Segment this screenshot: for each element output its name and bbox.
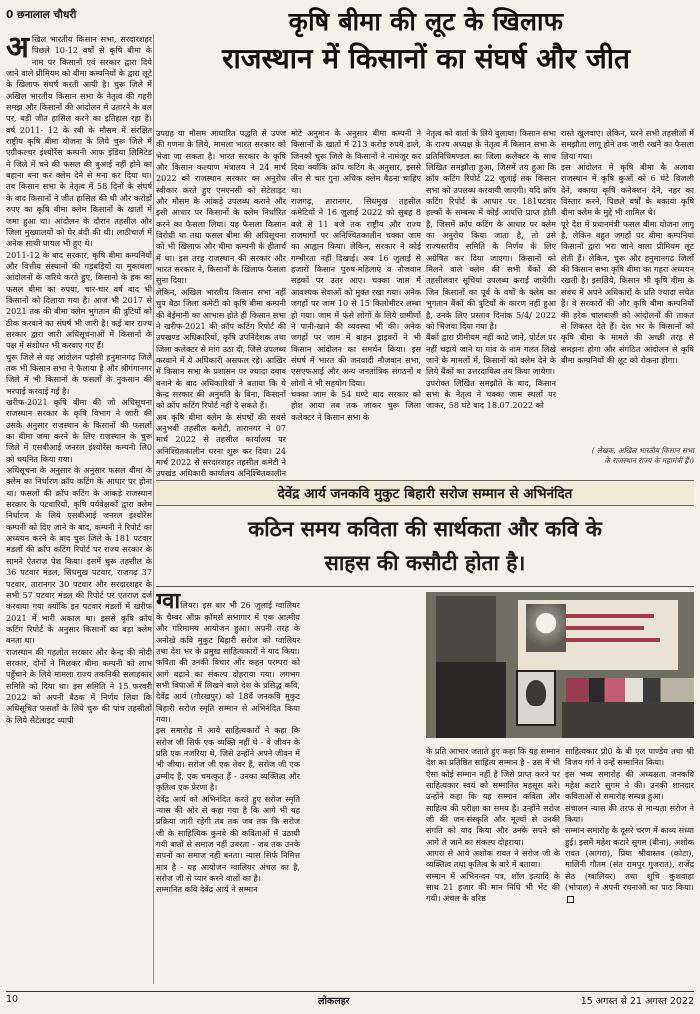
- photo-portrait: [526, 604, 566, 652]
- paragraph: उपग्रह या मौसम आधारित पद्धति से उपज की गणना के लिये, मामला भारत सरकार को भेजा जा सकता है। भारत सरकार के कृषि और किसान कल्याण मंत्रालय ने 24 मार्च 2022 को राजस्थान सरकार का अनुरोध स्वीकार करते हुए एमएनसी को सेटेलाइट और मौसम के आंकड़े उपलब्ध कराने और इसी आधार पर किसानों के क्लेम निर्धारित करने का फैसला लिया। यह फैसला किसान विरोधी था तथा फसल बीमा की अधिसूचना को भी खिलाफ और बीमा कम्पनी के हीतार्थ में था। इस तरह राजस्थान की सरकार और भारत सरकार ने, किसानों के खिलाफ फैसला सुना दिया।: [156, 128, 286, 286]
- footer-rule: [6, 991, 694, 992]
- article-column-1: [6, 34, 152, 984]
- paragraph: रास्ते खुलवाए। लेकिन, धरने सभी तहसीलों में समझौता लागू होने तक जारी रखने का फैसला लिया गया।: [561, 128, 694, 161]
- paragraph: [565, 825, 694, 904]
- paragraph: सम्मानित कवि देवेंद्र आर्य ने सम्मान: [156, 884, 258, 895]
- paragraph: राजगढ़, तारानगर, सिधमुख तहसील कमेटियों ने 16 जुलाई 2022 को सुबह 8 बजे से 11 बजे तक राष्ट्रीय और राज्य राजमार्गों पर अनिश्चितकालीन चक्का जाम का आह्वान किया। लेकिन, सरकार ने कोई गम्भीरता नहीं दिखाई। अब 16 जुलाई से हजारों किसान पुरुष-महिलाएं व नौजवान सड़कों पर उतर आए। चक्का जाम में आवश्यक सेवाओं को मुक्त रखा गया। अनेक जगहों पर जाम 10 से 15 किलोमीटर लम्बा हो गया। जाम में फंसे लोगों के लिये ग्रामीणों ने पानी-खाने की व्यवस्था भी की। अनेक जगहों पर जाम में वाहन ड्राइवरों ने भी किसान आंदोलन का समर्थन किया। इस संघर्ष में भारत की जनवादी नौजवान सभा, एसएफआई और अन्य जनतांत्रिक संगठनों व लोगों ने भी सहयोग दिया।: [291, 196, 421, 388]
- paragraph: के प्रति आभार जताते हुए कहा कि यह सम्मान देश का प्रतिष्ठित साहित्य सम्मान है - उस में भी ऐसा कोई सम्मान नहीं है जिसे प्राप्त करने पर साहित्यकार स्वयं को सम्मानित महसूस करे। उन्होंने कहा कि यह सम्मान कविता और साहित्य की परीक्षा का समय है। उन्होंने सरोज जी की जन-संस्कृति और मूल्यों से उनकी संगति को याद किया और उनके सपने को आगे ले जाने का संकल्प दोहराया।: [426, 746, 560, 847]
- paragraph: राजस्थान की गहलोत सरकार और केन्द्र की मोदी सरकार, दोनों ने मिलकर बीमा कम्पनी को लाभ पहुँचाने के लिये मामला राज्य तकनिकी सलाहकार समिति को दिया था। इस समिति ने 15 फरवरी 2022 को अपनी बैठक में निर्णय लिया कि अधिसूचित फसलों के लिये चुरू की पांच तहसीलों के लिये सैटेलाइट व्यापी: [6, 646, 152, 725]
- photo-banner-stripe: [564, 638, 660, 642]
- sub-article-column-2: [426, 746, 560, 984]
- sub-article-banner-title: देवेंद्र आर्य जनकवि मुकुट बिहारी सरोज सम्मान से अभिनंदित: [277, 486, 573, 502]
- author-note-line: ( लेखक, अखिल भारतीय किसान सभा: [591, 446, 694, 455]
- sub-article-headline: [156, 512, 694, 580]
- paragraph: मोटे अनुमान के अनुसार बीमा कम्पनी ने किसानों के खातों में 213 करोड़ रुपये डाले, जिनको चुरू जिले के किसानों ने नामंजूर कर दिया क्योंकि क्रॉप कटिंग के अनुसार, इससे तीन से चार गुना अधिक क्लेम बैठना चाहिए था।: [291, 128, 421, 195]
- sub-article-headline-line-2: साहस की कसौटी होता है।: [324, 551, 526, 575]
- page-number: 10: [6, 994, 19, 1005]
- paragraph: इस आंदोलन में कृषि बीमा के अलावा राजस्थान में कृषि कुओं को 6 घंटे बिजली देने, बकाया कृषि कनेक्शन देने, नहर का विस्तार करने, पिछले वर्षों के बकाया कृषि बीमा क्लेम के मुद्दे भी शामिल थे।: [561, 162, 694, 218]
- headline-line-1: कृषि बीमा की लूट के खिलाफ: [288, 7, 564, 36]
- headline-line-2: राजस्थान में किसानों का संघर्ष और जीत: [222, 42, 630, 75]
- paragraph: उपरोक्त लिखित समझौते के बाद, किसान सभा के नेतृत्व ने चक्का जाम स्थलों पर जाकर, 58 घंटे बाद 18.07.2022 को: [426, 377, 556, 411]
- headline: [158, 4, 694, 78]
- paragraph: इस भव्य समारोह की अध्यक्षता जनकवि महेश कटारे सुगम ने की। उनकी शानदार कविताओं से समारोह सम्पन्न हुआ।: [565, 768, 694, 802]
- paragraph: खरीफ-2021 कृषि बीमा की जो अधिसूचना राजस्थान सरकार के कृषि विभाग ने जारी की उसके अनुसार राजस्थान के किसानों की फसलों का बीमा जमा करने के लिए राजस्थान के चुरू जिले में एसबीआई जनरल इंश्योरेंस कम्पनी लि0 को चयनित किया गया।: [6, 397, 152, 464]
- author-note-line: के राजस्थान राज्य के महामंत्री हैं।): [604, 456, 694, 465]
- paragraph-text: लियर। इस बार भी 26 जुलाई ग्वालियर के चैम्बर ऑफ़ कॉमर्स सभागार में एक आत्मीय और गरिमामय आयोजन हुआ। अपनी तरह के अनोखे कवि मुकुट बिहारी सरोज को ग्वालियर तथा देश भर के प्रमुख साहित्यकारों ने याद किया। कविता की उनकी विचार और कहन परम्परा को आगे बढ़ाने का संकल्प दोहराया गया। लगभग सभी विधाओं में लिखने वाले देश के प्रसिद्ध कवि, देवेंद्र आर्य (गोरखपुर) को 18वें जनकवि मुकुट बिहारी सरोज स्मृति सम्मान से अभिनंदित किया गया।: [156, 600, 300, 725]
- end-mark-icon: [567, 896, 574, 903]
- paragraph: देवेंद्र आर्य को अभिनंदित करते हुए सरोज स्मृति न्यास की ओर से कहा गया है कि आगे भी यह प्रक्रिया जारी रहेगी तब तक जब तक कि सरोज जी के साहित्यिक कुनबे की कविताओं में उठायी गयी बातों से समाज नहीं उबरता - जब तक उनके सपनों का समाज नहीं बनता। न्यास सिर्फ निमित्त मात्र है - यह आयोजन ग्वालियर अंचल का है, सरोज जी से प्यार करने वालों का है।: [156, 793, 300, 883]
- drop-cap: अ: [6, 34, 29, 65]
- paragraph: अब कृषि बीमा क्लेम के संघर्षों की सबसे अनुभवी तहसील कमेटी, तारानगर ने 07 मार्च 2022 से तहसील कार्यालय पर अनिश्चितकालीन धरना शुरू कर दिया। 24 मार्च 2022 से सरदारशहर तहसील कमेटी ने उपखंड अधिकारी कार्यालय अनिश्चितकालीन: [156, 411, 286, 479]
- photo-podium: [436, 662, 506, 738]
- paragraph: नेतृत्व को वार्ता के लिये बुलाया। किसान सभा के राज्य अध्यक्ष के नेतृत्व में किसान सभा के प्रतिनिधिमण्डल का जिला कलेक्टर के साथ लिखित समझौता हुआ, जिसमें तय हुआ कि क्रॉप कटिंग रिपोर्ट 22 जुलाई तक किसान सभा को उपलब्ध करवायी जाएगी। यदि क्रॉप कटिंग रिपोर्ट के आधार पर 181पटवार हल्कों के सम्बन्ध में कोई आपत्ति प्राप्त होती है, जिसमें क्रॉप कटिंग के आधार पर क्लेम का अनुरोध किया जाता है, तो उसे राज्यस्तरीय समिति के निर्णय के लिए अग्रेषित कर दिया जाएगा। किसानों को मिलने वाले क्लेम की सभी बैंकों की तहसीलवार सूचियां उपलब्ध कराई जायेंगी। जिन किसानों का पूर्व के वर्षों के क्लेम का भुगतान बैंकों की त्रुटियों के कारण नहीं हुआ है, उनके लिए प्रस्ताव दिनांक 5/4/ 2022 को भिजवा दिया गया है।: [426, 128, 556, 331]
- paragraph: [156, 592, 300, 725]
- photo-table: [562, 702, 694, 738]
- photo-stage-backdrop: [436, 596, 496, 670]
- publication-name: लोकलहर: [318, 996, 350, 1007]
- paragraph: पूरे देश में प्रधानमंत्री फसल बीमा योजना लागू है, लेकिन बहुत जगहों पर बीमा कम्पनियां किसानों द्वारा भरा जाने वाला प्रीमियम लूट लेती हैं। लेकिन, चुरू और हनुमानगढ़ जिलों की किसान सभा कृषि बीमा का गहरा अध्ययन रखती है। इसलिये, किसान भी कृषि बीमा के संबंध में अपने अधिकारों के प्रति ज्यादा सचेत हैं। वे सरकारों की और कृषि बीमा कम्पनियों की हरेक चालबाजी को आंदोलनों की ताकत से शिकस्त देते हैं। देश भर के किसानों को कृषि बीमा के मामले की अच्छी तरह से समझना होगा और संगठित आंदोलन से कृषि बीमा कम्पनियों की लूट को रोकना होगा।: [561, 218, 694, 365]
- sub-article-banner: [156, 480, 694, 506]
- photo-banner-stripe: [564, 614, 654, 618]
- paragraph: संचालन न्यास की तरफ से मान्यता सरोज ने किया।: [565, 802, 694, 825]
- sub-article-headline-line-1: कठिन समय कविता की सार्थकता और कवि के: [248, 517, 602, 541]
- paragraph: 2011-12 के बाद सरकार, कृषि बीमा कम्पनियों और वित्तीय संस्थानों की गड़बड़ियों या मुकाबला आंदोलनों के जरिये करते हुए, किसानो के हक का फसल बीमा का रुपया, चार-चार वर्ष बाद भी किसानों को दिलाया गया है। आज भी 2017 से 2021 तक की बीमा क्लेम भुगतान की त्रुटियों को ठीक करवाने का संघर्ष भी जारी है। कई बार राज्य सरकार द्वारा जारी अधिसूचनाओं में किसानों के पक्ष में संशोधन भी करवाए गए हैं।: [6, 249, 152, 351]
- issue-date: 15 अगस्त से 21 अगस्त 2022: [580, 996, 694, 1007]
- paragraph: साहित्यकार प्रो0 के बी एल पाण्डेय तथा श्री विजय गर्ग ने उन्हें सम्मानित किया।: [565, 746, 694, 768]
- article-column-4: [426, 128, 556, 480]
- sub-article-column-1: [156, 592, 300, 984]
- event-photo: [426, 592, 694, 738]
- byline: 0 छनालाल चौधरी: [6, 9, 77, 21]
- author-note: [561, 446, 694, 466]
- photo-banner-stripe: [564, 626, 644, 630]
- section-divider: [156, 586, 694, 587]
- column-divider: [153, 34, 154, 984]
- article-column-2: [156, 128, 286, 480]
- paragraph-text: सम्मान समारोह के दूसरे चरण में काव्य संध्या हुई। इसमें महेश कटारे सुगम (बीना), अशोक रावत (आगरा), प्रिया श्रीवास्तव (कोटा), मालिनी गौतम (संत रामपुर गुजरात), राजेंद्र सेठ (ग्वालियर) तथा शुचि कुशवाहा (भोपाल) ने अपनी रचनाओं का पाठ किया।: [565, 825, 694, 893]
- paragraph: आगरा से आये अशोक रावत ने सरोज जी के व्यक्तित्व तथा कृतित्व के बारे में बताया।: [426, 848, 560, 870]
- photo-poster: [516, 670, 556, 726]
- paragraph: अधिसूचना के अनुसार के अनुसार फसल बीमा के क्लेम का निर्धारण क्रॉप कटिंग के आधार पर होना था। फसलों की क्रॉप कटिंग के आंकड़े राजस्थान सरकार के पटवारियों, कृषि पर्यवेक्षकों द्वारा क्लेम निर्धारण के लिये एसबीआई जनरल इंश्योरेंस कम्पनी को दिए जाने के बाद, कम्पनी ने रिपोर्ट का अध्ययन करने के बाद चुरू जिले के 181 पटवार मंडलों की क्रॉप कटिंग रिपोर्ट पर राज्य सरकार के सामने ऐतराज पेश किया। इसमें चुरू तहसील के 36 पटवार मंडल, सिधमुख पटवार, राजगढ़ 37 पटवार, तारानगर 30 पटवार और सरदारशहर के सभी 57 पटवार मंडल की रिपोर्ट पर एतराज दर्ज करवाया गया क्योंकि इन पटवार मंडलों में खरीफ 2021 में भारी अकाल था। इससे कृषि क्रॉप कटिंग रिपोर्ट के अनुसार किसानों का बड़ा क्लेम बनता था।: [6, 465, 152, 646]
- paragraph: खिल भारतीय किसान सभा, सरदारशहर पिछले 10-12 वर्षों से कृषि बीमा के नाम पर किसानों एवं सरकार द्वारा दिये जाने वाले प्रीमियम को बीमा कम्पनियों के द्वारा लूटे के खिलाफ संघर्ष करती आयी है। चुरू जिले में अखिल भारतीय किसान सभा के नेतृत्व की गहरी समझ और किसानों की आंदोलन में उतारने के बल पर, बड़ी जीत हासिल करने का इतिहास रहा है। वर्ष 2011- 12 के रबी के मौसम में संरक्षित राष्ट्रीय कृषि बीमा योजना के लिये चुरू जिले में एग्रीकल्चर इंश्योरेंस कम्पनी आफ इंडिया लिमिटेड ने जिले में चने की फसल की बुआई नहीं होने का बहाना बना कर क्लेम देने से मना कर दिया था। तब किसान सभा के नेतृत्व में 58 दिनों के संघर्ष के बाद किसानों ने जीत हासिल की थी और करोड़ों रुपए का कृषि बीमा क्लेम किसानों के खातों में जमा हुआ था। आंदोलन के दौरान तहसील और जिला मुख्यालयों को घेर बंदी की थी। लाठीचार्ज में अनेक साथी घायल भी हुए थे।: [6, 34, 152, 249]
- sub-article-column-3: [565, 746, 694, 984]
- initial-word: ग्वा: [156, 592, 181, 614]
- article-column-3: [291, 128, 421, 480]
- paragraph: लेकिन, अखिल भारतीय किसान सभा नहीं चुप बैठा जिला कमेटी को कृषि बीमा कम्पनी की बेईमानी का आभास होते ही किसान सभा ने खरीफ-2021 की क्रॉप कटिंग रिपोर्ट की उपखण्ड अधिकारियों, कृषि उपनिदेशक तथा जिला कलेक्टर से मांग उठा दी, जिसे उपलब्ध करवाने में ये अधिकारी असफल रहे। आखिर में किसान सभा के प्रशासन पर ज्यादा दबाव बनाने के बाद अधिकारियों ने बताया कि ये केन्द्र सरकार की अनुमति के बिना, किसानों को क्रॉप कटिंग रिपोर्ट नहीं दे सकते हैं।: [156, 286, 286, 411]
- paragraph: सम्मान में अभिनन्दन पत्र, शॉल इत्यादि के साथ 21 हजार की मान निधि भी भेंट की गयी। अंचल के वरिष्ठ: [426, 870, 560, 904]
- paragraph: इस समारोह में आये साहित्यकारों ने कहा कि सरोज जी सिर्फ एक व्यक्ति नहीं थे - वे जीवन के प्रति एक नजरिया थे, जिसे उन्होंने अपने जीवन में भी जीया। सरोज जी एक तेवर हैं, सरोज जी एक उम्मीद हैं, एक चमत्कृत हैं - उनका व्यक्तित्व और कृतित्व एक प्रेरणा है।: [156, 725, 300, 793]
- paragraph: चुरू जिले से यह आंदोलन पड़ोसी हनुमानगढ़ जिले तक भी किसान सभा ने फैलाया है और श्रीगंगानगर जिले में भी किसानों के फसलों के नुकसान की भरपाई करवाई गई है।: [6, 351, 152, 396]
- article-column-5: [561, 128, 694, 444]
- paragraph: बैंकों द्वारा प्रीमीयम नहीं काटे जाने, पोर्टल पर नहीं चढ़ाये जाने या गांव के नाम गलत लिखे जाने के मामलों में, किसानों को क्लेम देने के लिये बैंकों का उत्तरदायित्व तय किया जायेगा।: [426, 332, 556, 377]
- paragraph: चक्का जाम के 54 घण्टे बाद सरकार को होश आया तब तक जाकर चुरू जिला कलेक्टर ने किसान सभा के: [291, 388, 421, 422]
